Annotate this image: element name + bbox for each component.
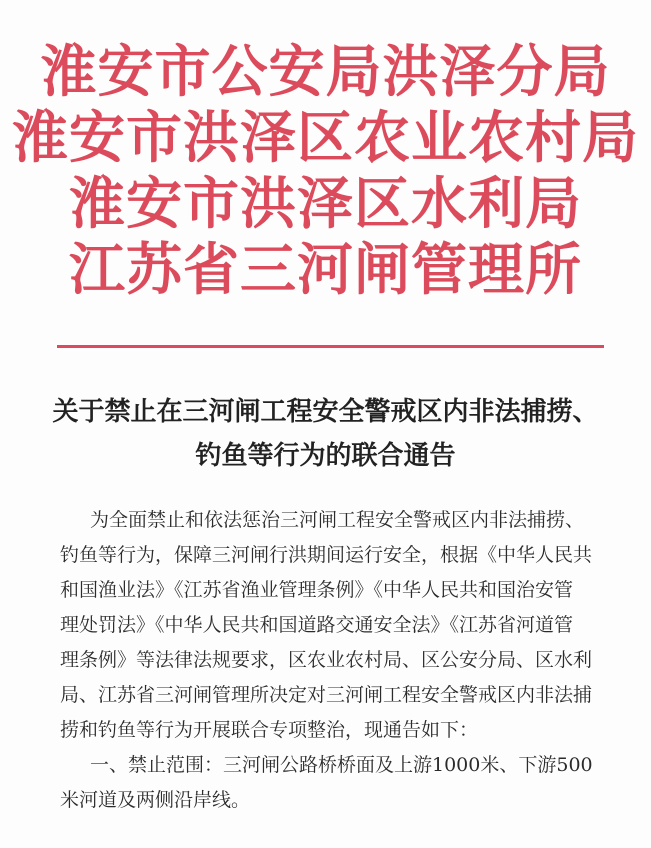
title-line-1: 关于禁止在三河闸工程安全警戒区内非法捕捞、 (52, 397, 599, 427)
red-divider (57, 345, 604, 348)
issuer-sanhe-sluice: 江苏省三河闸管理所 (69, 238, 582, 303)
body-line: 一、禁止范围：三河闸公路桥桥面及上游1000米、下游500 (90, 754, 593, 776)
body-line: 为全面禁止和依法惩治三河闸工程安全警戒区内非法捕捞、 (90, 509, 585, 531)
title-line-2: 钓鱼等行为的联合通告 (195, 441, 456, 471)
issuing-authorities (0, 40, 651, 304)
issuer-public-security: 淮安市公安局洪泽分局 (40, 40, 611, 105)
issuer-water-resources: 淮安市洪泽区水利局 (69, 172, 582, 237)
notice-body (60, 503, 600, 818)
notice-title (0, 390, 651, 478)
body-line: 钓鱼等行为，保障三河闸行洪期间运行安全，根据《中华人民共 (60, 544, 593, 566)
body-line: 理条例》等法律法规要求，区农业农村局、区公安分局、区水利 (60, 649, 593, 671)
body-line: 理处罚法》《中华人民共和国道路交通安全法》《江苏省河道管 (60, 614, 574, 636)
body-line: 捞和钓鱼等行为开展联合专项整治，现通告如下： (60, 719, 479, 741)
body-line: 和国渔业法》《江苏省渔业管理条例》《中华人民共和国治安管 (60, 579, 574, 601)
body-line: 局、江苏省三河闸管理所决定对三河闸工程安全警戒区内非法捕 (60, 684, 593, 706)
issuer-agriculture: 淮安市洪泽区农业农村局 (12, 106, 639, 171)
body-line: 米河道及两侧沿岸线。 (60, 789, 251, 811)
